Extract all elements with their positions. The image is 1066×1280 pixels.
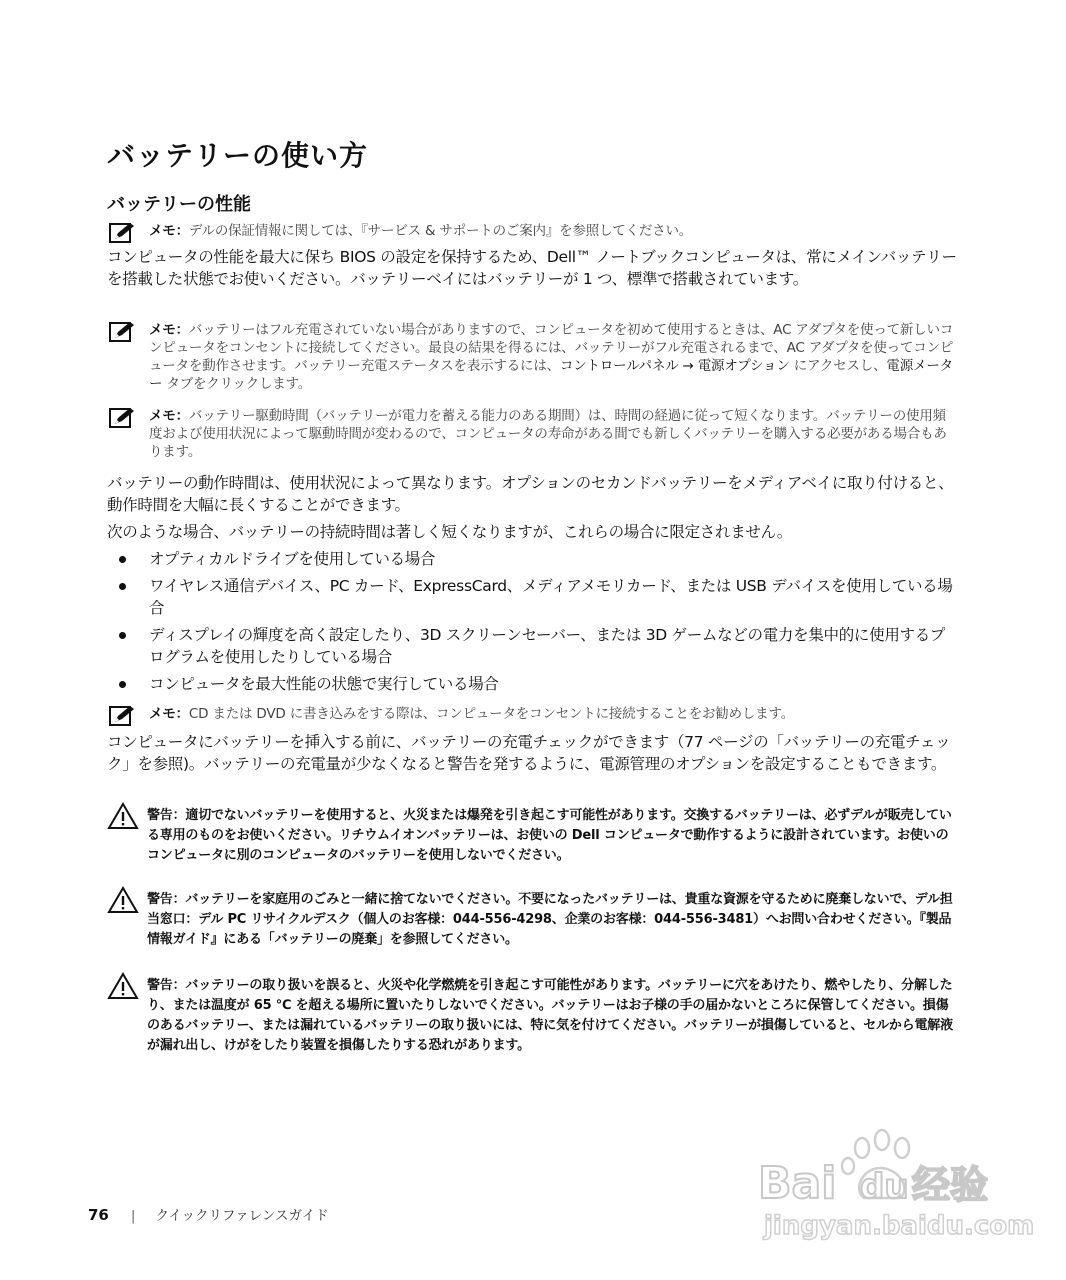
page-title: バッテリーの使い方 [107,139,369,172]
list-item: コンピュータを最大性能の状態で実行している場合 [107,673,957,695]
page-footer [88,1204,329,1224]
paragraph-charge-check: コンピュータにバッテリーを挿入する前に、バッテリーの充電チェックができます（77 ページの「バッテリーの充電チェック」を参照)。バッテリーの充電量が少なくなると警告を発するように、電源管理のオプションを設定することもできます。 [107,733,951,773]
note-text-c: タブをクリックします。 [162,376,312,392]
paragraph-conditions: 次のような場合、バッテリーの持続時間は著しく短くなりますが、これらの場合に限定されません。 [107,523,792,541]
paragraph-runtime: バッテリーの動作時間は、使用状況によって異なります。オプションのセカンドバッテリーをメディアベイに取り付けると、動作時間を大幅に長くすることができます。 [107,474,954,514]
note-warranty [107,222,957,240]
warning-label: 警告： [147,808,186,823]
watermark-brand-mid: du [860,1167,909,1207]
note-pencil-icon [109,705,135,727]
note-label: メモ： [149,322,189,338]
warning-disposal [107,890,957,950]
warning-triangle-icon [107,886,139,914]
warning-text: バッテリーの取り扱いを誤ると、火災や化学燃焼を引き起こす可能性があります。バッテリーに穴をあけたり、燃やしたり、分解したり、または温度が 65 ℃ を超える場所に置いたりしないでください。バッテリーはお子様の手の届かないところに保管してください。損傷のあるバッテリー、または漏れているバッテリーの取り扱いには、特に気を付けてください。バッテリーが損傷していると、セルから電解液が漏れ出し、けがをしたり装置を損傷したりする恐れがあります。 [147,978,953,1053]
note-label: メモ： [149,223,189,239]
watermark-url: jingyan.baidu.com [764,1211,1035,1241]
warning-text: バッテリーを家庭用のごみと一緒に捨てないでください。不要になったバッテリーは、貴重な資源を守るために廃棄しないで、デル担当窓口：デル PC リサイクルデスク（個人のお客様：044-556-4298、企業のお客様：044-556-3481）へお問い合わせください。『製品情報ガイド』にある「バッテリーの廃棄」を参照してください。 [147,892,953,947]
warning-triangle-icon [107,972,139,1000]
ui-tab-power-meter: 電源メーター [149,358,953,392]
conditions-list [107,548,957,695]
bullet-icon [119,583,126,590]
note-cd-dvd [107,705,957,723]
ui-path-power-options: コントロールパネル → 電源オプション [559,358,790,374]
watermark-brand-cn: 经验 [912,1163,989,1207]
note-text: バッテリー駆動時間（バッテリーが電力を蓄える能力のある期間）は、時間の経過に従って短くなります。バッテリーの使用頻度および使用状況によって駆動時間が変わるので、コンピュータの寿命がある間でも新しくバッテリーを購入する必要がある場合もあります。 [149,408,947,460]
page-number: 76 [88,1206,109,1224]
section-heading: バッテリーの性能 [107,194,251,215]
warning-handling [107,976,957,1056]
note-lifetime [107,407,957,461]
note-pencil-icon [109,222,135,244]
baidu-watermark-logo [752,1118,1035,1243]
paragraph-bios: コンピュータの性能を最大に保ち BIOS の設定を保持するため、Dell™ ノートブックコンピュータは、常にメインバッテリーを搭載した状態でお使いください。バッテリーベイにはバッテリーが 1 つ、標準で搭載されています。 [107,248,957,288]
warning-triangle-icon [107,802,139,830]
bullet-icon [119,681,126,688]
footer-separator: | [130,1208,136,1224]
list-item: ディスプレイの輝度を高く設定したり、3D スクリーンセーバー、または 3D ゲームなどの電力を集中的に使用するプログラムを使用したりしている場合 [107,624,957,668]
list-item: ワイヤレス通信デバイス、PC カード、ExpressCard、メディアメモリカード、または USB デバイスを使用している場合 [107,575,957,619]
note-label: メモ： [149,408,189,424]
note-text: デルの保証情報に関しては、『サービス & サポートのご案内』を参照してください。 [188,223,693,239]
warning-label: 警告： [147,892,186,907]
note-charge [107,321,957,393]
note-text-b: にアクセスし、 [789,358,887,374]
guide-title: クイックリファレンスガイド [155,1208,329,1224]
note-label: メモ： [149,706,189,722]
note-text: CD または DVD に書き込みをする際は、コンピュータをコンセントに接続することをお勧めします。 [188,706,795,722]
bullet-icon [119,556,126,563]
bullet-icon [119,632,126,639]
note-text-a: バッテリーはフル充電されていない場合がありますので、コンピュータを初めて使用するときは、AC アダプタを使って新しいコンピュータをコンセントに接続してください。最良の結果を得るには、バッテリーがフル充電されるまで、AC アダプタを使ってコンピュータを動作させます。バッテリー充電ステータスを表示するには、 [149,322,954,374]
note-pencil-icon [109,321,135,343]
warning-text: 適切でないバッテリーを使用すると、火災または爆発を引き起こす可能性があります。交換するバッテリーは、必ずデルが販売している専用のものをお使いください。リチウムイオンバッテリーは、お使いの Dell コンピュータで動作するように設計されています。お使いのコンピュータに別のコンピュータのバッテリーを使用しないでください。 [147,808,952,863]
watermark-brand-left: Bai [758,1158,837,1209]
warning-wrong-battery [107,806,957,866]
note-pencil-icon [109,407,135,429]
list-item: オプティカルドライブを使用している場合 [107,548,957,570]
warning-label: 警告： [147,978,186,993]
